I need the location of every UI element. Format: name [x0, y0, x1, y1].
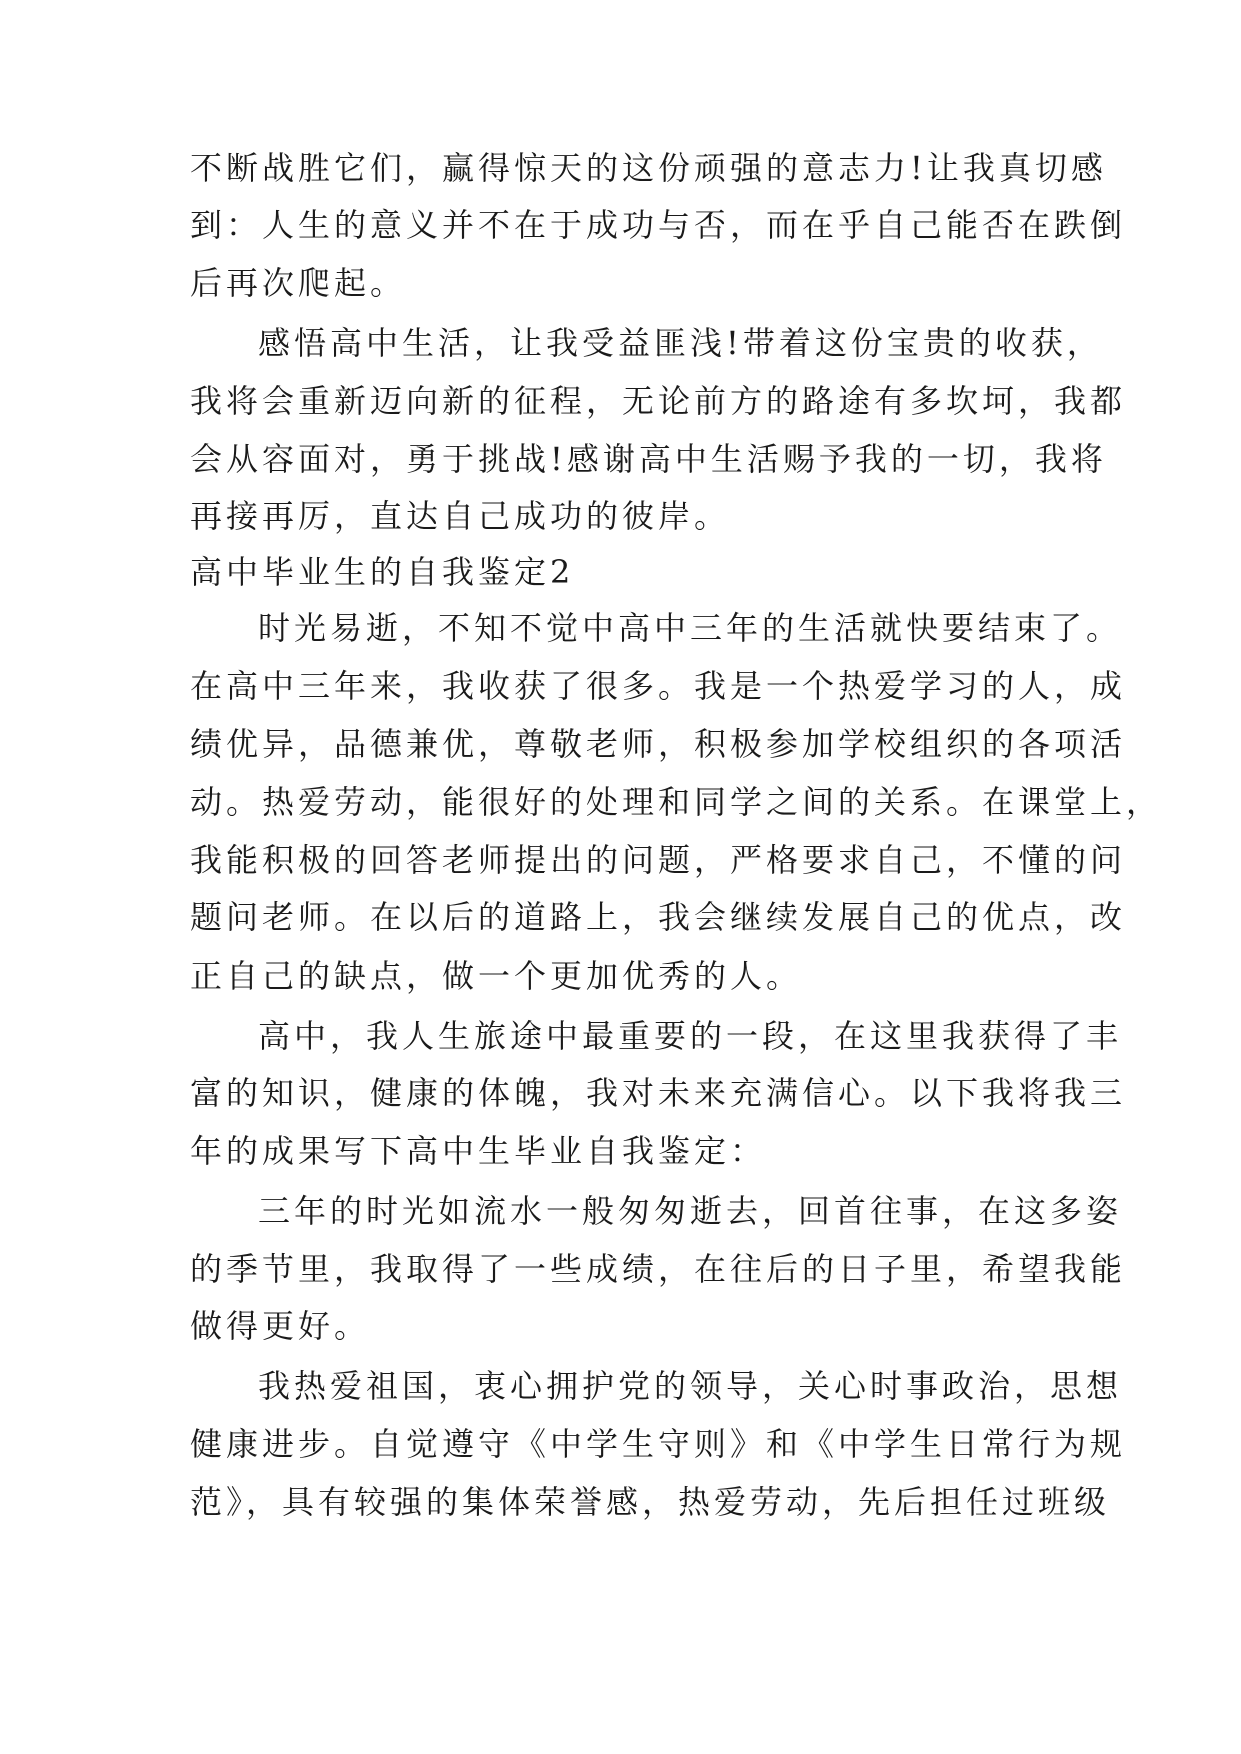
text-line: 我热爱祖国，衷心拥护党的领导，关心时事政治，思想 [258, 1367, 1123, 1405]
text-line: 题问老师。在以后的道路上，我会继续发展自己的优点，改 [190, 898, 1127, 936]
text-line: 富的知识，健康的体魄，我对未来充满信心。以下我将我三 [190, 1074, 1127, 1112]
text-line: 时光易逝，不知不觉中高中三年的生活就快要结束了。 [258, 609, 1123, 647]
text-line: 在高中三年来，我收获了很多。我是一个热爱学习的人，成 [190, 667, 1127, 705]
text-line: 高中，我人生旅途中最重要的一段，在这里我获得了丰 [258, 1017, 1123, 1055]
text-line: 再接再厉，直达自己成功的彼岸。 [190, 497, 731, 535]
text-line: 感悟高中生活，让我受益匪浅!带着这份宝贵的收获， [258, 324, 1103, 362]
section-heading: 高中毕业生的自我鉴定2 [190, 553, 575, 591]
text-line: 的季节里，我取得了一些成绩，在往后的日子里，希望我能 [190, 1250, 1127, 1288]
text-line: 我能积极的回答老师提出的问题，严格要求自己，不懂的问 [190, 841, 1127, 879]
text-line: 动。热爱劳动，能很好的处理和同学之间的关系。在课堂上， [190, 783, 1163, 821]
text-line: 范》，具有较强的集体荣誉感，热爱劳动，先后担任过班级 [190, 1483, 1111, 1521]
text-line: 正自己的缺点，做一个更加优秀的人。 [190, 957, 803, 995]
text-line: 我将会重新迈向新的征程，无论前方的路途有多坎坷，我都 [190, 382, 1127, 420]
text-line: 年的成果写下高中生毕业自我鉴定： [190, 1132, 767, 1170]
text-line: 到：人生的意义并不在于成功与否，而在乎自己能否在跌倒 [190, 206, 1127, 244]
text-line: 后再次爬起。 [190, 264, 407, 302]
text-line: 做得更好。 [190, 1307, 371, 1345]
text-line: 健康进步。自觉遵守《中学生守则》和《中学生日常行为规 [190, 1425, 1127, 1463]
text-line: 三年的时光如流水一般匆匆逝去，回首往事，在这多姿 [258, 1192, 1123, 1230]
text-line: 绩优异，品德兼优，尊敬老师，积极参加学校组织的各项活 [190, 725, 1127, 763]
text-line: 不断战胜它们，赢得惊天的这份顽强的意志力!让我真切感 [190, 149, 1107, 187]
text-line: 会从容面对，勇于挑战!感谢高中生活赐予我的一切，我将 [190, 440, 1107, 478]
